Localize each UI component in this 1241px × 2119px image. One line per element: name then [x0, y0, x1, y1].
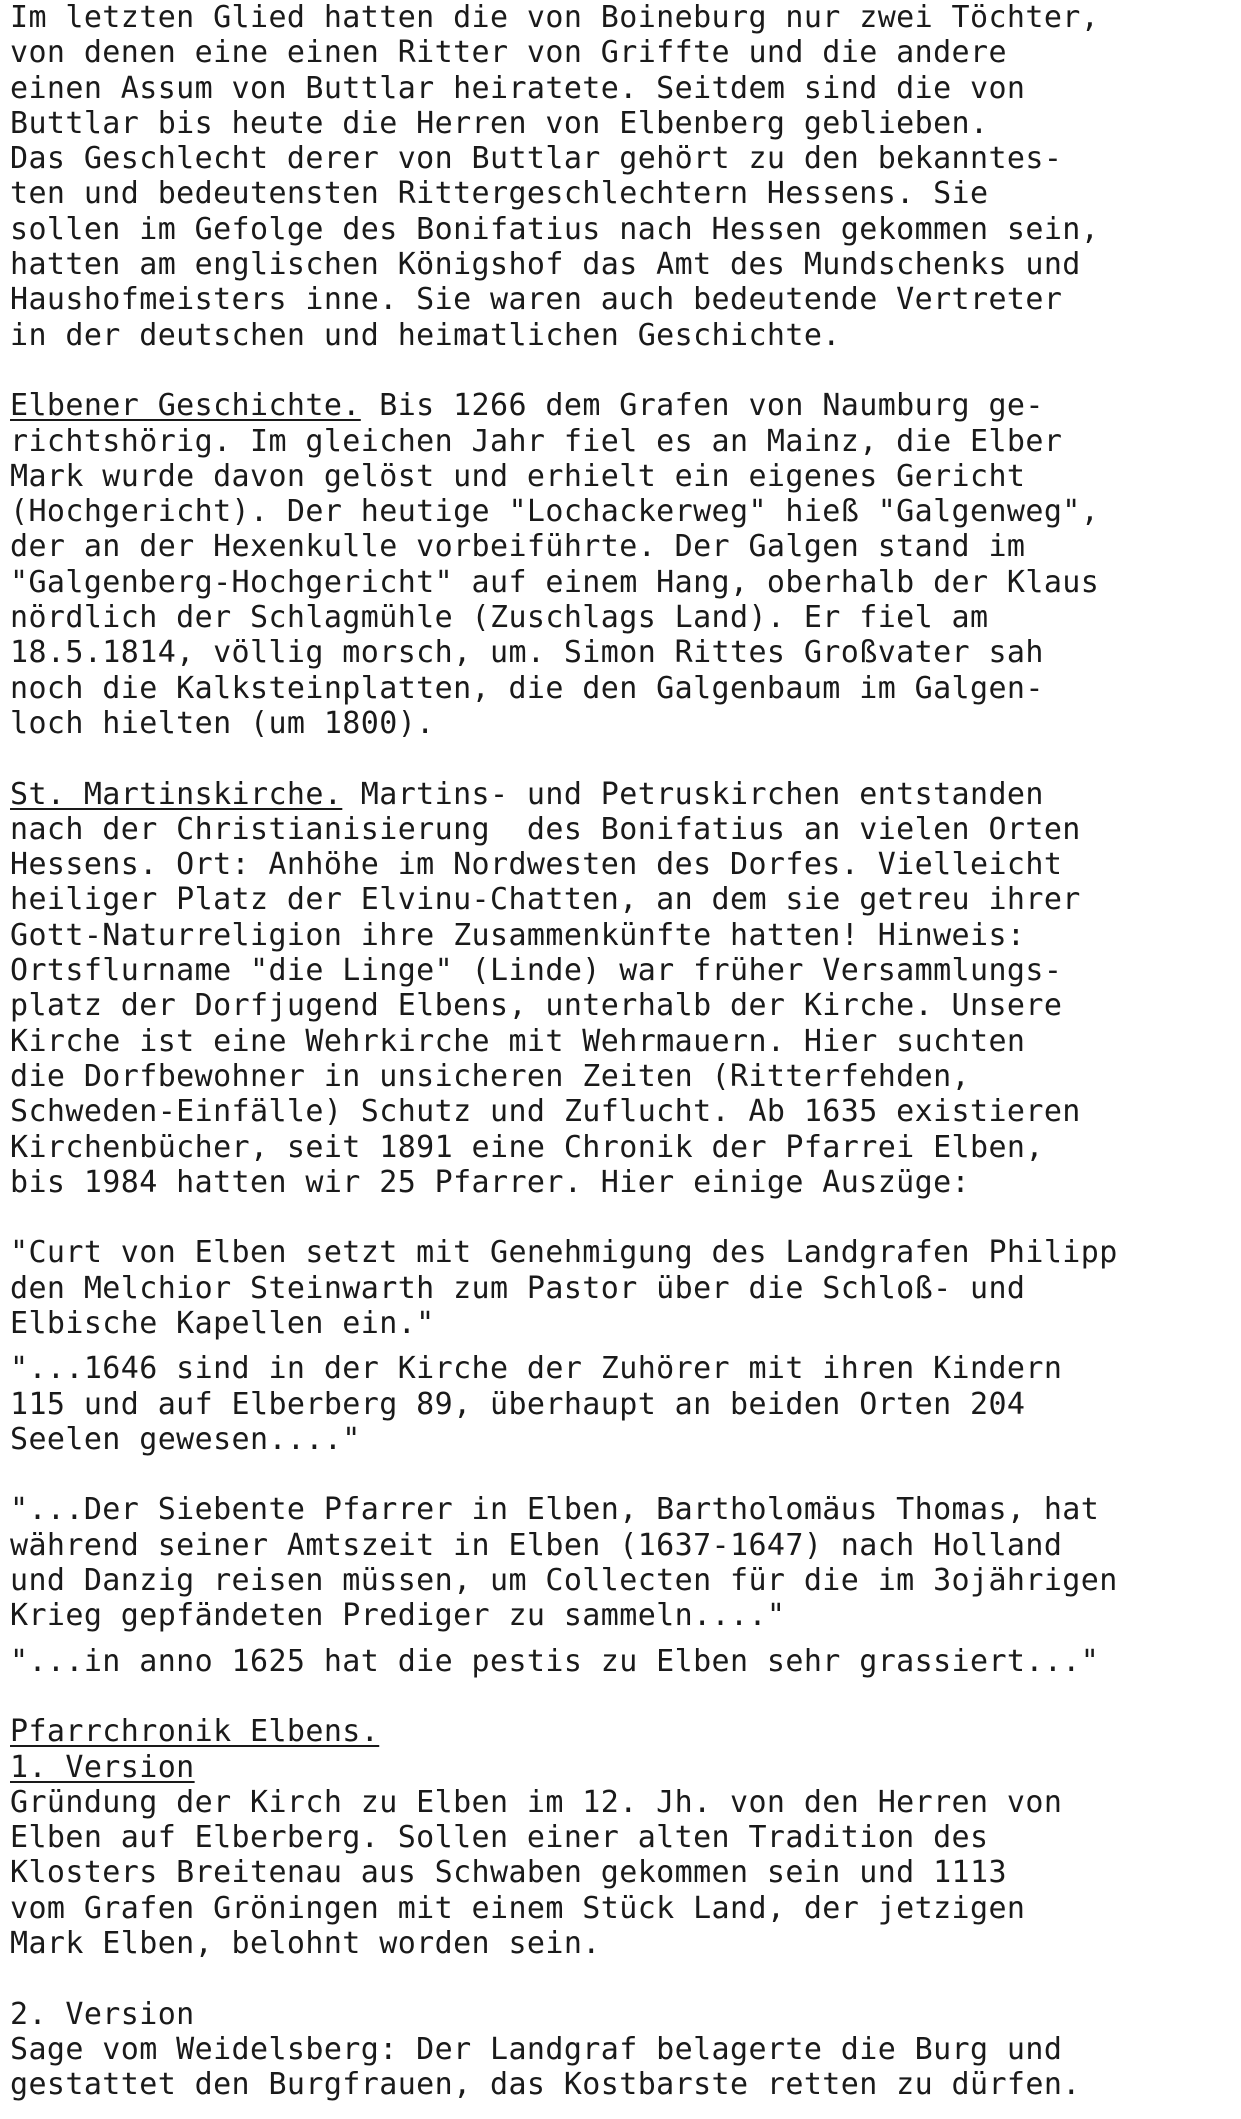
text-line: [10, 1750, 1241, 1785]
text-span: Martins- und Petruskirchen entstanden: [342, 776, 1044, 812]
section-heading: St. Martinskirche.: [10, 776, 343, 812]
subheading: 1. Version: [10, 1749, 195, 1785]
text-line: "Curt von Elben setzt mit Genehmigung des Landgrafen Philipp: [10, 1235, 1118, 1271]
text-line: Ortsflurname "die Linge" (Linde) war früher Versammlungs-: [10, 953, 1063, 989]
text-line: Mark Elben, belohnt worden sein.: [10, 1926, 601, 1962]
section-heading: Pfarrchronik Elbens.: [10, 1714, 380, 1750]
quote-1646: [10, 1351, 1241, 1457]
text-line: "...Der Siebente Pfarrer in Elben, Bartholomäus Thomas, hat: [10, 1492, 1100, 1528]
spacer: [10, 1457, 1241, 1492]
paragraph-st-martinskirche: [10, 777, 1241, 1201]
quote-anno-1625: [10, 1644, 1241, 1679]
text-line: Hessens. Ort: Anhöhe im Nordwesten des Dorfes. Vielleicht: [10, 847, 1063, 883]
spacer: [10, 1961, 1241, 1996]
text-line: Gründung der Kirch zu Elben im 12. Jh. von den Herren von: [10, 1784, 1063, 1820]
text-line: während seiner Amtszeit in Elben (1637-1647) nach Holland: [10, 1527, 1063, 1563]
text-line: und Danzig reisen müssen, um Collecten für die im 3ojährigen: [10, 1563, 1118, 1599]
spacer: [10, 741, 1241, 776]
text-line: Das Geschlecht derer von Buttlar gehört zu den bekanntes-: [10, 141, 1063, 177]
text-line: Krieg gepfändeten Prediger zu sammeln....": [10, 1598, 786, 1634]
text-line: die Dorfbewohner in unsicheren Zeiten (Ritterfehden,: [10, 1058, 970, 1094]
text-line: "...1646 sind in der Kirche der Zuhörer mit ihren Kindern: [10, 1351, 1063, 1387]
text-line: Haushofmeisters inne. Sie waren auch bedeutende Vertreter: [10, 282, 1063, 318]
spacer: [10, 353, 1241, 388]
text-line: einen Assum von Buttlar heiratete. Seitdem sind die von: [10, 70, 1026, 106]
text-line: den Melchior Steinwarth zum Pastor über die Schloß- und: [10, 1270, 1026, 1306]
text-line: [10, 1714, 1241, 1749]
text-line: Elbische Kapellen ein.": [10, 1305, 435, 1341]
text-line: (Hochgericht). Der heutige "Lochackerweg" hieß "Galgenweg",: [10, 494, 1100, 530]
text-line: gestattet den Burgfrauen, das Kostbarste retten zu dürfen.: [10, 2067, 1081, 2103]
text-line: "Galgenberg-Hochgericht" auf einem Hang, oberhalb der Klaus: [10, 564, 1100, 600]
text-line: Mark wurde davon gelöst und erhielt ein eigenes Gericht: [10, 458, 1026, 494]
text-line: nach der Christianisierung des Bonifatius an vielen Orten: [10, 811, 1081, 847]
text-line: Gott-Naturreligion ihre Zusammenkünfte hatten! Hinweis:: [10, 917, 1026, 953]
text-line: von denen eine einen Ritter von Griffte und die andere: [10, 35, 1007, 71]
text-line: Kirchenbücher, seit 1891 eine Chronik der Pfarrei Elben,: [10, 1129, 1044, 1165]
paragraph-buttlar: [10, 0, 1241, 353]
paragraph-pfarrchronik: [10, 1714, 1241, 1961]
spacer: [10, 1341, 1241, 1351]
text-line: Im letzten Glied hatten die von Boineburg nur zwei Töchter,: [10, 0, 1100, 35]
spacer: [10, 1634, 1241, 1644]
text-span: Bis 1266 dem Grafen von Naumburg ge-: [360, 388, 1044, 424]
text-line: [10, 777, 1241, 812]
text-line: [10, 388, 1241, 423]
text-line: Elben auf Elberberg. Sollen einer alten Tradition des: [10, 1820, 989, 1856]
text-line: loch hielten (um 1800).: [10, 705, 435, 741]
text-line: 115 und auf Elberberg 89, überhaupt an beiden Orten 204: [10, 1386, 1026, 1422]
paragraph-elbener-geschichte: [10, 388, 1241, 741]
text-line: platz der Dorfjugend Elbens, unterhalb der Kirche. Unsere: [10, 988, 1063, 1024]
text-line: richtshörig. Im gleichen Jahr fiel es an Mainz, die Elber: [10, 423, 1063, 459]
text-line: Kirche ist eine Wehrkirche mit Wehrmauern. Hier suchten: [10, 1023, 1026, 1059]
spacer: [10, 1679, 1241, 1714]
text-line: in der deutschen und heimatlichen Geschichte.: [10, 317, 841, 353]
text-line: ten und bedeutensten Rittergeschlechtern Hessens. Sie: [10, 176, 989, 212]
quote-siebente-pfarrer: [10, 1492, 1241, 1633]
text-line: heiliger Platz der Elvinu-Chatten, an dem sie getreu ihrer: [10, 882, 1081, 918]
document-page: [10, 0, 1241, 2119]
text-line: vom Grafen Gröningen mit einem Stück Land, der jetzigen: [10, 1890, 1026, 1926]
text-line: hatten am englischen Königshof das Amt des Mundschenks und: [10, 247, 1081, 283]
quote-curt-von-elben: [10, 1235, 1241, 1341]
text-line: 18.5.1814, völlig morsch, um. Simon Rittes Großvater sah: [10, 635, 1044, 671]
text-line: Seelen gewesen....": [10, 1421, 361, 1457]
text-line: der an der Hexenkulle vorbeiführte. Der Galgen stand im: [10, 529, 1026, 565]
text-line: Buttlar bis heute die Herren von Elbenberg geblieben.: [10, 105, 989, 141]
text-line: Schweden-Einfälle) Schutz und Zuflucht. Ab 1635 existieren: [10, 1094, 1081, 1130]
paragraph-version-2: [10, 1997, 1241, 2103]
text-line: 2. Version: [10, 1996, 195, 2032]
text-line: bis 1984 hatten wir 25 Pfarrer. Hier einige Auszüge:: [10, 1164, 970, 1200]
section-heading: Elbener Geschichte.: [10, 388, 361, 424]
text-line: Klosters Breitenau aus Schwaben gekommen sein und 1113: [10, 1855, 1007, 1891]
text-line: noch die Kalksteinplatten, die den Galgenbaum im Galgen-: [10, 670, 1044, 706]
spacer: [10, 1200, 1241, 1235]
text-line: sollen im Gefolge des Bonifatius nach Hessen gekommen sein,: [10, 211, 1100, 247]
text-line: nördlich der Schlagmühle (Zuschlags Land). Er fiel am: [10, 600, 989, 636]
text-line: "...in anno 1625 hat die pestis zu Elben sehr grassiert...": [10, 1643, 1100, 1679]
text-line: Sage vom Weidelsberg: Der Landgraf belagerte die Burg und: [10, 2031, 1063, 2067]
